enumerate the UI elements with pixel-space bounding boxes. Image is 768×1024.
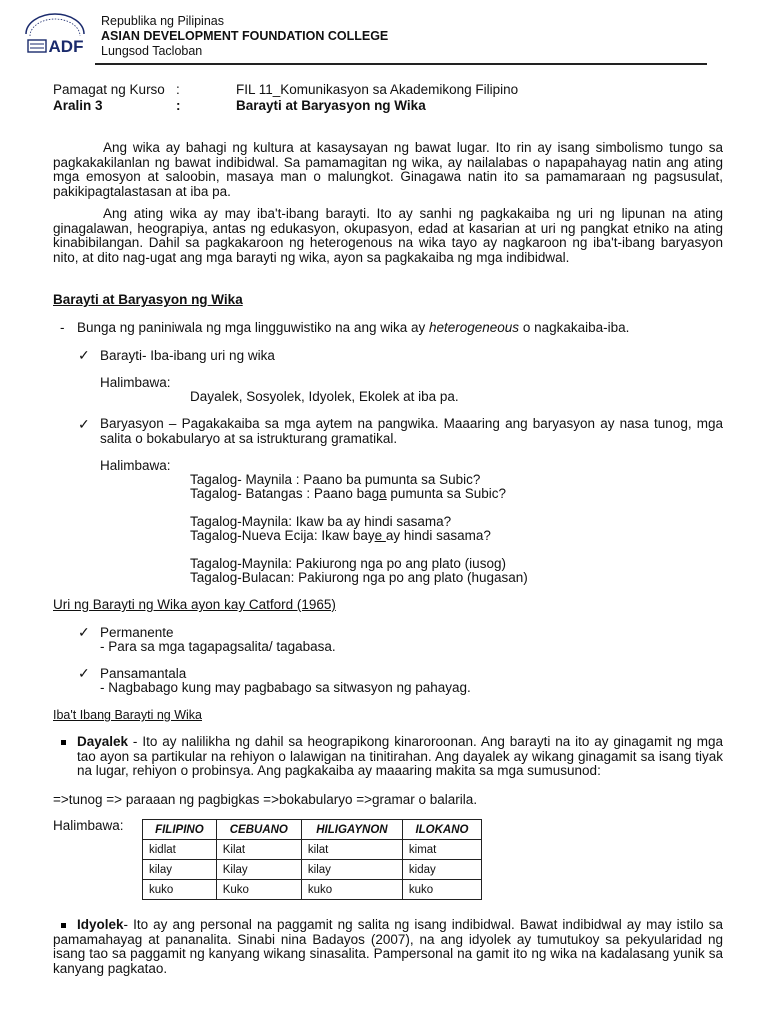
pansamantala-desc: - Nagbabago kung may pagbabago sa sitwasyon ng pahayag. <box>100 680 471 695</box>
ibat-ibang-title: Iba't Ibang Barayti ng Wika <box>53 708 202 722</box>
example-line <box>190 528 491 543</box>
dialect-table <box>142 819 482 900</box>
table-cell: kiday <box>402 860 481 880</box>
column-header: ILOKANO <box>402 820 481 840</box>
example-line <box>190 486 506 501</box>
example-line: Tagalog-Maynila: Ikaw ba ay hindi sasama? <box>190 514 452 529</box>
header-divider <box>95 63 707 65</box>
example-line: Tagalog- Maynila : Paano ba pumunta sa Subic? <box>190 472 481 487</box>
column-header: FILIPINO <box>143 820 217 840</box>
halimbawa-label: Halimbawa: <box>100 458 171 473</box>
table-header-row <box>143 820 482 840</box>
example-line: Tagalog-Bulacan: Pakiurong nga po ang plato (hugasan) <box>190 570 528 585</box>
column-header: HILIGAYNON <box>301 820 402 840</box>
check-icon: ✓ <box>78 416 90 432</box>
table-cell: Kilat <box>216 840 301 860</box>
colon: : <box>176 98 181 113</box>
emphasis-text: heterogeneous <box>428 320 520 335</box>
college-name: ASIAN DEVELOPMENT FOUNDATION COLLEGE <box>101 29 389 43</box>
line-text: Bunga ng paniniwala ng mga lingguwistiko na ang wika ay <box>77 320 429 335</box>
logo-text: ADF <box>48 37 84 56</box>
lesson-label: Aralin 3 <box>53 98 103 113</box>
idyolek-paragraph <box>53 918 723 976</box>
barayti-definition: Barayti- Iba-ibang uri ng wika <box>100 348 275 363</box>
table-row <box>143 880 482 900</box>
city-line: Lungsod Tacloban <box>101 44 203 58</box>
heterogeneous-line <box>77 320 629 335</box>
table-row <box>143 840 482 860</box>
permanente-desc: - Para sa mga tagapagsalita/ tagabasa. <box>100 639 336 654</box>
column-header: CEBUANO <box>216 820 301 840</box>
table-cell: kidlat <box>143 840 217 860</box>
course-title-label: Pamagat ng Kurso <box>53 82 165 97</box>
section-title: Barayti at Baryasyon ng Wika <box>53 292 243 307</box>
example-line: Tagalog-Maynila: Pakiurong nga po ang plato (iusog) <box>190 556 506 571</box>
intro-paragraph-1: Ang wika ay bahagi ng kultura at kasaysayan ng bawat lugar. Ito rin ay isang simbolismo tungo sa pagkakakilanlan ng bawat indibidwal. Sa pamamagitan ng wika, ay nailalabas o napapahayag natin ang ating mga emosyon at saloobin, masaya man o malungkot. Ginagawa natin ito sa pamamaraan ng pagsusulat, pakikipagtalastasan at iba pa. <box>53 140 723 199</box>
dayalek-aspects: =>tunog => paraaan ng pagbigkas =>bokabularyo =>gramar o balarila. <box>53 792 478 807</box>
catford-title: Uri ng Barayti ng Wika ayon kay Catford (1965) <box>53 597 336 612</box>
example-text: Tagalog- Batangas : Paano ba <box>190 486 372 501</box>
example-text: ay hindi sasama? <box>385 528 491 543</box>
underlined-text: ga <box>371 486 387 501</box>
table-cell: kuko <box>143 880 217 900</box>
table-cell: kilay <box>143 860 217 880</box>
term: Idyolek <box>77 917 124 932</box>
table-cell: Kilay <box>216 860 301 880</box>
course-info <box>53 82 518 114</box>
dayalek-paragraph <box>77 735 723 779</box>
table-cell: Kuko <box>216 880 301 900</box>
course-title-value: FIL 11_Komunikasyon sa Akademikong Filipino <box>236 82 519 97</box>
dash-bullet: - <box>60 320 65 335</box>
table-cell: kilay <box>301 860 402 880</box>
table-cell: kimat <box>402 840 481 860</box>
table-cell: kilat <box>301 840 402 860</box>
table-cell: kuko <box>402 880 481 900</box>
halimbawa-label: Halimbawa: <box>100 375 171 390</box>
letterhead <box>101 14 388 59</box>
table-cell: kuko <box>301 880 402 900</box>
college-logo <box>22 10 88 58</box>
baryasyon-definition: Baryasyon – Pagakakaiba sa mga aytem na pangwika. Maaaring ang baryasyon ay nasa tunog, mga salita o bokabularyo at sa istrukturang gramatikal. <box>100 416 723 446</box>
example-text: pumunta sa Subic? <box>386 486 506 501</box>
check-icon: ✓ <box>78 624 90 640</box>
underlined-text: e <box>374 528 386 543</box>
colon: : <box>176 82 180 97</box>
intro-paragraph-2: Ang ating wika ay may iba't-ibang barayti. Ito ay sanhi ng pagkakaiba ng uri ng lipunan na ating ginagalawan, heograpiya, antas ng edukasyon, okupasyon, edad at kasarian at uri ng pangkat etniko na ating kinabibilangan. Dahil sa pagkakaroon ng heterogenous na wika tayo ay nagkaroon ng iba't-ibang baryasyon nito, at dito nag-ugat ang mga barayti ng wika, ayon sa pagkakaiba ng mga indibidwal. <box>53 206 723 265</box>
halimbawa-label: Halimbawa: <box>53 818 124 833</box>
term: Dayalek <box>77 734 129 749</box>
republic-line: Republika ng Pilipinas <box>101 14 224 28</box>
pansamantala-label: Pansamantala <box>100 666 187 681</box>
definition-text: - Ito ay ang personal na paggamit ng salita ng isang indibidwal. Bawat indibidwal ay may istilo sa pamamahayag at pananalita. Sinabi nina Badayos (2007), na ang idyolek ay tumutukoy sa pekyularidad ng isang tao sa paggamit ng kanyang wikang sinasalita. Pampersonal na gamit ito ng wika na kadalasang yunik sa kanyang pagkatao. <box>53 917 723 976</box>
definition-text: - Ito ay nalilikha ng dahil sa heograpikong kinaroroonan. Ang barayti na ito ay ginagamit ng mga tao ayon sa partikular na rehiyon o lalawigan na tinitirahan. Ang dayalek ay wikang ginagamit sa isang tiyak na lugar, rehiyon o probinsya. Ang pagkakaiba ay maaaring makita sa mga sumusunod: <box>77 734 723 778</box>
permanente-label: Permanente <box>100 625 174 640</box>
example-text: Tagalog-Nueva Ecija: Ikaw bay <box>190 528 375 543</box>
barayti-examples: Dayalek, Sosyolek, Idyolek, Ekolek at iba pa. <box>190 389 459 404</box>
check-icon: ✓ <box>78 665 90 681</box>
lesson-title: Barayti at Baryasyon ng Wika <box>236 98 426 113</box>
table-row <box>143 860 482 880</box>
check-icon: ✓ <box>78 347 90 363</box>
line-text: o nagkakaiba-iba. <box>519 320 630 335</box>
square-bullet-icon <box>61 740 66 745</box>
